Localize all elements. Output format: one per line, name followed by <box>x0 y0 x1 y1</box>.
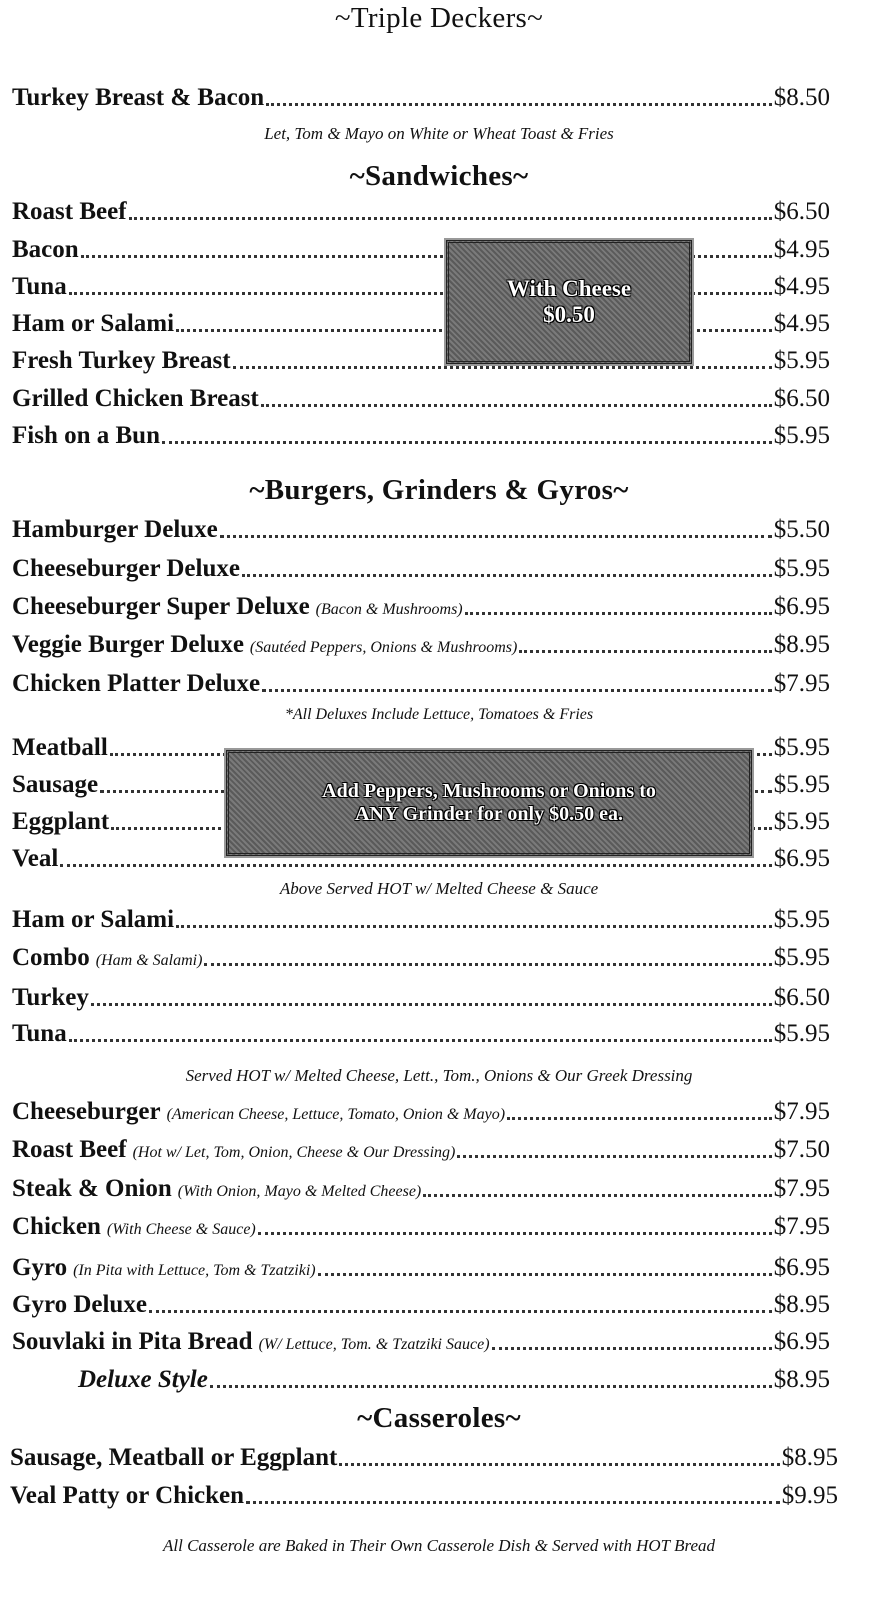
item-name: Cheeseburger Deluxe <box>12 555 240 582</box>
item-name: Fresh Turkey Breast <box>12 347 231 374</box>
leader-dots <box>258 1231 772 1235</box>
item-name: Veggie Burger Deluxe <box>12 631 244 658</box>
item-price: $5.95 <box>773 347 830 374</box>
leader-dots <box>465 611 772 615</box>
item-price: $6.95 <box>773 845 830 872</box>
item-name: Sausage, Meatball or Eggplant <box>10 1444 338 1471</box>
cheese-callout-line1: With Cheese <box>506 276 632 301</box>
item-price: $4.95 <box>773 236 830 263</box>
cheese-callout-line2: $0.50 <box>543 302 595 327</box>
menu-item-row <box>12 236 830 264</box>
menu-item-row <box>10 1444 838 1472</box>
item-price: $5.95 <box>773 771 830 798</box>
menu-item-row <box>12 516 830 544</box>
leader-dots <box>519 649 771 653</box>
menu-item-row <box>12 1175 830 1203</box>
deluxe-note: *All Deluxes Include Lettuce, Tomatoes & Fries <box>284 706 594 723</box>
item-name: Hamburger Deluxe <box>12 516 218 543</box>
item-name: Gyro <box>12 1254 68 1281</box>
section-burgers-grinders-gyros: ~Burgers, Grinders & Gyros~ <box>249 474 629 506</box>
item-description: (Ham & Salami) <box>95 952 203 969</box>
menu-item-row <box>12 984 830 1012</box>
item-price: $7.95 <box>773 1213 830 1240</box>
item-price: $8.95 <box>773 631 830 658</box>
menu-item-row <box>12 944 830 972</box>
leader-dots <box>91 1002 772 1006</box>
menu-item-row <box>12 198 830 226</box>
section-sandwiches: ~Sandwiches~ <box>349 160 529 192</box>
menu-item-row <box>78 1366 830 1394</box>
menu-item-row <box>12 385 830 413</box>
item-price: $6.95 <box>773 1254 830 1281</box>
item-price: $5.95 <box>773 944 830 971</box>
menu-item-row <box>12 593 830 621</box>
item-price: $7.95 <box>773 1175 830 1202</box>
greek-note: Served HOT w/ Melted Cheese, Lett., Tom., Onions & Our Greek Dressing <box>185 1066 693 1085</box>
item-price: $5.50 <box>773 516 830 543</box>
leader-dots <box>220 534 772 538</box>
item-price: $5.95 <box>773 1020 830 1047</box>
item-price: $6.50 <box>773 198 830 225</box>
item-name: Steak & Onion <box>12 1175 172 1202</box>
menu-item-row <box>12 555 830 583</box>
item-name: Souvlaki in Pita Bread <box>12 1328 253 1355</box>
item-price: $4.95 <box>773 273 830 300</box>
item-price: $5.95 <box>773 906 830 933</box>
leader-dots <box>423 1193 771 1197</box>
item-price: $7.50 <box>773 1136 830 1163</box>
cheese-callout <box>446 240 692 364</box>
item-price: $5.95 <box>773 734 830 761</box>
item-name: Roast Beef <box>12 198 127 225</box>
leader-dots <box>339 1462 779 1466</box>
leader-dots <box>492 1346 772 1350</box>
menu-item-row <box>12 1098 830 1126</box>
leader-dots <box>176 924 772 928</box>
leader-dots <box>262 688 772 692</box>
item-name: Bacon <box>12 236 79 263</box>
item-price: $6.50 <box>773 385 830 412</box>
menu-item-row <box>12 1213 830 1241</box>
leader-dots <box>204 962 771 966</box>
leader-dots <box>162 440 772 444</box>
item-price: $6.95 <box>773 1328 830 1355</box>
item-price: $8.95 <box>773 1366 830 1393</box>
leader-dots <box>129 216 772 220</box>
menu-item-row <box>12 347 830 375</box>
item-name: Chicken Platter Deluxe <box>12 670 261 697</box>
menu-item-row <box>12 906 830 934</box>
item-price: $8.95 <box>773 1291 830 1318</box>
section-triple-deckers: ~Triple Deckers~ <box>334 2 544 34</box>
item-description: (In Pita with Lettuce, Tom & Tzatziki) <box>73 1262 316 1279</box>
item-description: (W/ Lettuce, Tom. & Tzatziki Sauce) <box>258 1336 490 1353</box>
item-description: (American Cheese, Lettuce, Tomato, Onion & Mayo) <box>166 1106 506 1123</box>
item-name: Fish on a Bun <box>12 422 160 449</box>
menu-item-row <box>12 631 830 659</box>
item-description: (Bacon & Mushrooms) <box>315 601 463 618</box>
item-price: $8.95 <box>781 1444 838 1471</box>
item-name: Turkey Breast & Bacon <box>12 84 265 111</box>
leader-dots <box>457 1154 771 1158</box>
item-name: Chicken <box>12 1213 101 1240</box>
item-name: Veal Patty or Chicken <box>10 1482 245 1509</box>
item-name: Meatball <box>12 734 108 761</box>
item-price: $4.95 <box>773 310 830 337</box>
item-price: $5.95 <box>773 555 830 582</box>
item-name: Gyro Deluxe <box>12 1291 147 1318</box>
leader-dots <box>233 365 772 369</box>
leader-dots <box>246 1500 780 1504</box>
item-name: Combo <box>12 944 90 971</box>
grinder-callout <box>226 750 752 856</box>
menu-item-row <box>12 1020 830 1048</box>
item-price: $7.95 <box>773 670 830 697</box>
leader-dots <box>261 403 772 407</box>
item-description: (With Onion, Mayo & Melted Cheese) <box>177 1183 422 1200</box>
item-name: Tuna <box>12 1020 67 1047</box>
item-name: Roast Beef <box>12 1136 127 1163</box>
item-name: Cheeseburger <box>12 1098 161 1125</box>
item-price: $5.95 <box>773 422 830 449</box>
menu-item-row <box>10 1482 838 1510</box>
menu-item-row <box>12 670 830 698</box>
menu-item-row <box>12 1291 830 1319</box>
hot-note: Above Served HOT w/ Melted Cheese & Sauce <box>279 879 599 898</box>
item-price: $6.50 <box>773 984 830 1011</box>
menu-item-row <box>12 422 830 450</box>
item-name: Ham or Salami <box>12 310 175 337</box>
item-description: (Sautéed Peppers, Onions & Mushrooms) <box>249 639 518 656</box>
leader-dots <box>69 1038 772 1042</box>
grinder-callout-line1: Add Peppers, Mushrooms or Onions to <box>322 780 656 802</box>
item-name: Deluxe Style <box>78 1366 208 1393</box>
menu-item-row <box>12 1254 830 1282</box>
menu-item-row <box>12 1328 830 1356</box>
item-price: $9.95 <box>781 1482 838 1509</box>
item-name: Eggplant <box>12 808 110 835</box>
leader-dots <box>318 1272 772 1276</box>
triple-note: Let, Tom & Mayo on White or Wheat Toast & Fries <box>264 124 614 143</box>
menu-item-row <box>12 1136 830 1164</box>
item-name: Turkey <box>12 984 89 1011</box>
item-description: (With Cheese & Sauce) <box>106 1221 256 1238</box>
menu-item-row <box>12 310 830 338</box>
leader-dots <box>149 1309 772 1313</box>
item-name: Veal <box>12 845 59 872</box>
item-name: Cheeseburger Super Deluxe <box>12 593 310 620</box>
casserole-note: All Casserole are Baked in Their Own Casserole Dish & Served with HOT Bread <box>163 1536 715 1555</box>
leader-dots <box>242 573 772 577</box>
leader-dots <box>507 1116 772 1120</box>
item-name: Sausage <box>12 771 99 798</box>
item-name: Ham or Salami <box>12 906 175 933</box>
item-price: $7.95 <box>773 1098 830 1125</box>
leader-dots <box>210 1384 772 1388</box>
item-price: $8.50 <box>773 84 830 111</box>
item-price: $6.95 <box>773 593 830 620</box>
item-name: Grilled Chicken Breast <box>12 385 259 412</box>
item-price: $5.95 <box>773 808 830 835</box>
leader-dots <box>60 863 771 867</box>
grinder-callout-line2: ANY Grinder for only $0.50 ea. <box>355 803 623 825</box>
leader-dots <box>266 102 772 106</box>
item-name: Tuna <box>12 273 67 300</box>
section-casseroles: ~Casseroles~ <box>357 1402 521 1434</box>
menu-item-row <box>12 273 830 301</box>
menu-item-row <box>12 84 830 112</box>
item-description: (Hot w/ Let, Tom, Onion, Cheese & Our Dressing) <box>132 1144 456 1161</box>
